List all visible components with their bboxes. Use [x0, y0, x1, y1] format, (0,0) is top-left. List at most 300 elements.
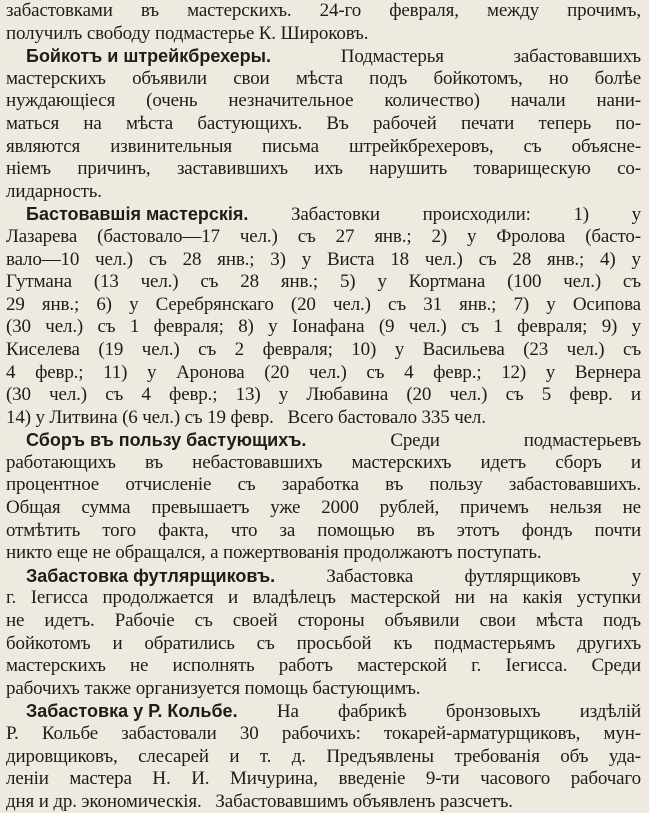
text-line — [6, 520, 641, 543]
text-word: часового — [480, 768, 551, 790]
text-word: чел.) — [408, 316, 447, 338]
text-word: чел.) — [449, 384, 488, 406]
text-word: 13) — [235, 384, 261, 406]
text-word: и — [229, 745, 240, 767]
text-word: 10) — [351, 338, 377, 360]
text-word: янв.; — [280, 271, 319, 293]
text-word: съ — [478, 248, 497, 270]
text-word: заставившихъ — [176, 158, 288, 180]
text-word: другихъ — [577, 632, 641, 654]
text-line — [6, 0, 641, 23]
text-word: у — [278, 384, 289, 406]
text-word: рабочихъ: — [281, 723, 361, 744]
text-word: Рабочiе — [114, 610, 175, 632]
text-word: съ — [297, 225, 316, 247]
text-line — [6, 294, 641, 317]
text-word: 1 — [493, 316, 503, 338]
text-word: фабрикѣ — [338, 701, 407, 723]
text-line — [6, 158, 641, 181]
text-line — [6, 384, 641, 407]
text-word: Общая — [6, 497, 61, 519]
text-word: 28 — [182, 248, 202, 270]
text-word: чел.) — [308, 361, 347, 383]
text-word: въ — [385, 474, 404, 496]
text-word: февраля; — [153, 316, 224, 338]
text-word: подъ — [369, 67, 408, 89]
text-word: 4 — [6, 361, 16, 383]
text-line — [6, 633, 641, 656]
text-word: подмастерьевъ — [523, 430, 641, 452]
text-word: г. — [6, 587, 17, 609]
text-word: Вернера — [574, 361, 641, 383]
text-word: 28 — [240, 271, 259, 293]
text-word: бойкотомъ, — [433, 67, 523, 89]
text-word: у — [467, 225, 477, 247]
text-word: требованiя — [454, 745, 540, 767]
text-word: и — [228, 587, 239, 609]
text-run: рабочихъ также организуется помощь бастующимъ. — [6, 677, 421, 699]
text-word: подъ — [602, 610, 641, 632]
text-word: ленiи — [6, 768, 49, 790]
text-word: мастерскихъ — [6, 655, 106, 677]
text-word: фондъ — [521, 519, 573, 541]
text-word: просьбой — [296, 632, 372, 654]
text-word: 12) — [501, 361, 527, 383]
text-word: факта, — [158, 519, 209, 541]
text-word: объясне- — [571, 135, 641, 157]
text-word: у — [129, 293, 139, 315]
text-word: незначительное — [228, 90, 354, 112]
text-word: чел.) — [566, 338, 605, 360]
text-word: являются — [6, 135, 81, 157]
text-word: (бастовало—17 — [97, 225, 220, 247]
text-word: (13 — [93, 271, 119, 293]
text-line — [6, 362, 641, 385]
text-word: товарищескую — [473, 158, 591, 180]
text-line — [6, 90, 641, 113]
text-word: въ — [416, 519, 435, 541]
text-word: у — [545, 361, 556, 383]
text-word: бастующихъ. — [197, 112, 303, 134]
text-word: Аронова — [176, 361, 245, 383]
text-word: 2) — [431, 225, 448, 247]
text-word: Н. — [152, 768, 171, 790]
text-word: Р. — [6, 723, 19, 744]
text-word: чел.) — [424, 248, 463, 270]
text-word: работъ — [278, 655, 333, 677]
text-line — [6, 181, 641, 204]
text-word: обратились — [144, 632, 235, 654]
text-word: происходили: — [422, 204, 531, 226]
text-word: 11) — [103, 361, 128, 383]
text-word: съ — [194, 610, 213, 632]
text-word: (100 — [507, 271, 542, 293]
text-word: янв.; — [41, 293, 80, 315]
text-word: забастовали — [121, 723, 217, 744]
text-word: слесарей — [138, 745, 209, 767]
text-word: бронзовыхъ — [445, 701, 541, 723]
text-word: введенiе — [338, 768, 406, 790]
text-word: у — [301, 248, 312, 270]
text-word: нани- — [596, 90, 641, 112]
text-word: (басто- — [585, 225, 641, 247]
text-word: чел.) — [141, 338, 180, 360]
text-word: т. — [259, 745, 272, 767]
text-word: съ — [505, 384, 524, 406]
text-word: 9) — [601, 316, 618, 338]
text-line — [6, 407, 641, 430]
text-line — [6, 113, 641, 136]
text-word: начали — [510, 90, 566, 112]
text-word: (9 — [378, 316, 395, 338]
text-word: съ — [237, 474, 256, 496]
text-word: 29 — [6, 293, 25, 315]
text-word: исполнять — [172, 655, 255, 677]
text-word: но — [548, 67, 569, 89]
text-word: 30 — [239, 723, 259, 744]
text-word: этотъ — [456, 519, 500, 541]
text-word: съ — [198, 338, 217, 360]
text-word: у — [631, 316, 641, 338]
text-line — [6, 136, 641, 159]
text-word: владѣлецъ — [252, 587, 336, 609]
text-word: мастерской — [350, 587, 441, 609]
text-word: у — [546, 293, 556, 315]
text-line — [6, 678, 641, 701]
text-word: не — [6, 610, 25, 632]
text-word: у — [147, 361, 157, 383]
text-line — [6, 68, 641, 91]
text-run: получилъ свободу подмастерье К. Широковъ. — [6, 22, 369, 44]
text-word: съ — [388, 293, 406, 315]
text-word: Iегисса. — [505, 655, 568, 677]
text-word: февр.; — [169, 384, 218, 406]
text-line — [6, 700, 641, 723]
text-line — [6, 339, 641, 362]
text-word: февраля; — [517, 316, 588, 338]
text-word: съ — [256, 632, 275, 654]
text-word: мастерской — [357, 655, 447, 677]
text-word: 2 — [234, 338, 245, 360]
text-word: чел.) — [239, 225, 278, 247]
text-word: бойкотомъ — [6, 632, 91, 654]
text-word: мѣста — [535, 610, 583, 632]
text-word: февр. — [569, 384, 613, 406]
text-line — [6, 45, 641, 68]
text-word: уда- — [608, 745, 641, 767]
text-word: (30 — [6, 384, 31, 406]
text-word: работающихъ — [6, 451, 116, 473]
text-word: не — [622, 497, 641, 519]
text-word: Фролова — [496, 225, 566, 247]
text-word: уже — [270, 497, 301, 519]
text-word: (19 — [98, 338, 124, 360]
text-word: не — [130, 655, 149, 677]
text-word: къ — [393, 632, 413, 654]
text-line — [6, 791, 641, 813]
text-word: Подмастерья — [340, 46, 444, 68]
text-word: у — [377, 271, 387, 293]
text-word: объявили — [384, 610, 460, 632]
text-word: того — [102, 519, 137, 541]
text-word: стороны — [297, 610, 365, 632]
text-word: янв.; — [547, 248, 585, 270]
text-word: мѣста — [295, 67, 343, 89]
text-word: Гутмана — [6, 271, 72, 293]
text-word: маться — [6, 112, 60, 134]
text-word: на — [489, 587, 508, 609]
text-line — [6, 542, 641, 565]
text-word: (20 — [406, 384, 432, 406]
text-word: 1 — [129, 316, 140, 338]
text-word: съ — [105, 384, 124, 406]
text-word: Лазарева — [6, 225, 78, 247]
text-word: по- — [615, 112, 641, 134]
text-word: 7) — [513, 293, 530, 315]
text-word: (20 — [264, 361, 290, 383]
text-word: (30 — [6, 316, 31, 338]
text-word: нiемъ — [6, 158, 51, 180]
text-word: у — [631, 565, 641, 587]
text-word: 9-ти — [425, 768, 460, 790]
text-word: пользу — [429, 474, 483, 496]
text-word: Кортмана — [408, 271, 486, 293]
text-line — [6, 429, 641, 452]
text-word: нарушить — [369, 158, 448, 180]
text-line — [6, 723, 641, 746]
text-word: заработка — [281, 474, 359, 496]
text-word: Среди — [390, 430, 440, 452]
text-word: 1) — [573, 204, 589, 226]
text-line — [6, 203, 641, 226]
text-word: чел.) — [563, 271, 602, 293]
text-word: 24-го — [319, 0, 362, 21]
text-word: янв.; — [217, 248, 255, 270]
text-word: Серебрянскаго — [155, 293, 274, 315]
text-word: 18 — [390, 248, 410, 270]
text-run: 14) у Литвина (6 чел.) съ 19 февр. Всего бастовало 335 чел. — [6, 406, 486, 428]
text-word: забастовками — [6, 0, 113, 21]
text-word: 4 — [141, 384, 151, 406]
text-word: письма — [262, 135, 319, 157]
text-word: (20 — [290, 293, 316, 315]
text-word: чел.) — [333, 293, 371, 315]
text-word: 2000 — [321, 497, 359, 519]
text-line — [6, 610, 641, 633]
text-word: 5 — [541, 384, 552, 406]
text-run: никто еще не обращался, а пожертвованiя продолжаютъ поступать. — [6, 542, 542, 564]
text-word: Среди — [591, 655, 641, 677]
text-word: отмѣтить — [6, 519, 81, 541]
text-word: въ — [140, 0, 159, 21]
text-word: съ — [523, 135, 542, 157]
text-word: съ — [148, 248, 167, 270]
text-word: февр.; — [35, 361, 84, 383]
text-word: у — [631, 248, 641, 270]
text-word: почти — [594, 519, 641, 541]
text-word: помощью — [317, 519, 395, 541]
text-word: идетъ — [480, 451, 527, 473]
text-word: 5) — [339, 271, 356, 293]
text-word: янв.; — [374, 225, 412, 247]
text-word: у — [268, 316, 278, 338]
text-word: Виста — [326, 248, 375, 270]
text-word: забастовавшихъ — [513, 46, 641, 68]
text-line — [6, 249, 641, 272]
text-word: съ — [622, 271, 641, 293]
text-line — [6, 452, 641, 475]
text-word: ихъ — [314, 158, 343, 180]
text-line — [6, 271, 641, 294]
text-word: Забастовка — [326, 565, 414, 587]
text-word: причемъ — [460, 497, 529, 519]
text-word: рабочаго — [570, 768, 641, 790]
text-word: февр.; — [433, 361, 482, 383]
text-line — [6, 474, 641, 497]
text-word: На — [276, 701, 299, 723]
text-word: г. — [471, 655, 482, 677]
text-word: что — [230, 519, 258, 541]
text-line — [6, 226, 641, 249]
text-line — [6, 587, 641, 610]
text-word: мѣста — [126, 112, 174, 134]
text-word: своей — [232, 610, 278, 632]
text-word: издѣлiй — [579, 701, 641, 723]
text-word: отчисленiе — [125, 474, 212, 496]
text-word: дировщиковъ, — [6, 745, 118, 767]
text-word: 31 — [423, 293, 442, 315]
text-word: Любавина — [306, 384, 389, 406]
text-word: (23 — [523, 338, 549, 360]
text-word: съ — [97, 316, 116, 338]
text-word: на — [83, 112, 102, 134]
text-word: съ — [366, 361, 385, 383]
text-word: извинительныя — [110, 135, 232, 157]
text-word: И. — [191, 768, 210, 790]
text-word: за — [279, 519, 296, 541]
text-word: 27 — [335, 225, 355, 247]
text-word: идетъ. — [44, 610, 95, 632]
text-word: 4 — [404, 361, 414, 383]
text-word: и — [630, 451, 641, 473]
text-word: футлярщиковъ — [464, 565, 581, 587]
text-line — [6, 768, 641, 791]
text-word: уступки — [576, 587, 641, 609]
text-word: чел.) — [45, 316, 84, 338]
text-word: 28 — [512, 248, 532, 270]
text-word: какiя — [522, 587, 563, 609]
text-word: превышаетъ — [151, 497, 250, 519]
text-word: теперь — [538, 112, 592, 134]
text-word: сумма — [81, 497, 131, 519]
text-word: вало—10 — [6, 248, 80, 270]
text-word: ни — [454, 587, 475, 609]
section-heading: Сборъ въ пользу бастующихъ. — [26, 430, 307, 451]
text-word: у — [631, 204, 641, 226]
text-word: прочимъ, — [567, 0, 641, 21]
text-line — [6, 497, 641, 520]
text-line — [6, 565, 641, 588]
text-word: 6) — [96, 293, 112, 315]
text-line — [6, 655, 641, 678]
text-word: Кольбе — [41, 723, 98, 744]
text-word: процентное — [6, 474, 100, 496]
text-word: и — [112, 632, 123, 654]
text-word: февраля; — [262, 338, 333, 360]
text-word: токарей-арматурщиковъ, — [384, 723, 581, 744]
text-word: нуждающiеся — [6, 90, 116, 112]
text-word: между — [486, 0, 539, 21]
text-word: Забастовки — [291, 204, 380, 226]
text-word: мастера — [69, 768, 132, 790]
text-word: съ — [461, 316, 479, 338]
text-word: и — [630, 384, 641, 406]
text-word: небастовавшихъ — [192, 451, 323, 473]
text-word: (очень — [146, 90, 198, 112]
text-word: свои — [479, 610, 516, 632]
text-word: болѣе — [594, 67, 641, 89]
text-word: Мичурина, — [230, 768, 318, 790]
text-word: причинъ, — [77, 158, 151, 180]
text-word: чел.) — [140, 271, 179, 293]
text-run: дня и др. экономическiя. Забастовавшимъ объявленъ разсчетъ. — [6, 790, 513, 812]
text-word: 8) — [238, 316, 254, 338]
text-word: Въ — [326, 112, 349, 134]
text-word: объ — [560, 745, 589, 767]
text-word: мастерскихъ — [351, 451, 452, 473]
text-word: чел.) — [49, 384, 87, 406]
text-line — [6, 23, 641, 46]
text-word: въ — [144, 451, 163, 473]
text-word: февраля, — [389, 0, 459, 21]
text-word: съ — [623, 338, 641, 360]
text-word: нельзя — [549, 497, 602, 519]
text-word: забастовавшихъ. — [508, 474, 641, 496]
text-word: штрейкбрехеровъ, — [348, 135, 494, 157]
text-word: продолжается — [102, 587, 214, 609]
text-word: мастерскихъ. — [187, 0, 292, 21]
text-word: мун- — [603, 723, 641, 744]
text-word: Васильева — [422, 338, 505, 360]
text-word: чел.) — [95, 248, 133, 270]
text-word: Предъявлены — [326, 745, 434, 767]
section-heading: Забастовка у Р. Кольбе. — [26, 701, 238, 722]
text-run: лидарность. — [6, 180, 102, 202]
text-word: сборъ — [555, 451, 602, 473]
text-word: объявили — [132, 67, 207, 89]
text-word: свои — [233, 67, 270, 89]
text-word: со- — [617, 158, 641, 180]
text-word: Киселева — [6, 338, 80, 360]
text-word: печати — [460, 112, 515, 134]
text-word: Iегисса — [30, 587, 88, 609]
text-word: мастерскихъ — [6, 67, 106, 89]
text-word: съ — [200, 271, 219, 293]
text-word: д. — [291, 745, 306, 767]
text-word: у — [394, 338, 405, 360]
section-heading: Бастовавшiя мастерскiя. — [26, 204, 249, 225]
text-word: подмастерьямъ — [434, 632, 556, 654]
text-word: рабочей — [372, 112, 437, 134]
text-line — [6, 316, 641, 339]
section-heading: Забастовка футлярщиковъ. — [26, 565, 276, 586]
text-word: янв.; — [459, 293, 497, 315]
text-word: 3) — [270, 248, 286, 270]
text-word: Осипова — [572, 293, 641, 315]
text-word: количество) — [384, 90, 480, 112]
text-word: рублей, — [379, 497, 440, 519]
section-heading: Бойкотъ и штрейкбрехеры. — [26, 46, 272, 67]
